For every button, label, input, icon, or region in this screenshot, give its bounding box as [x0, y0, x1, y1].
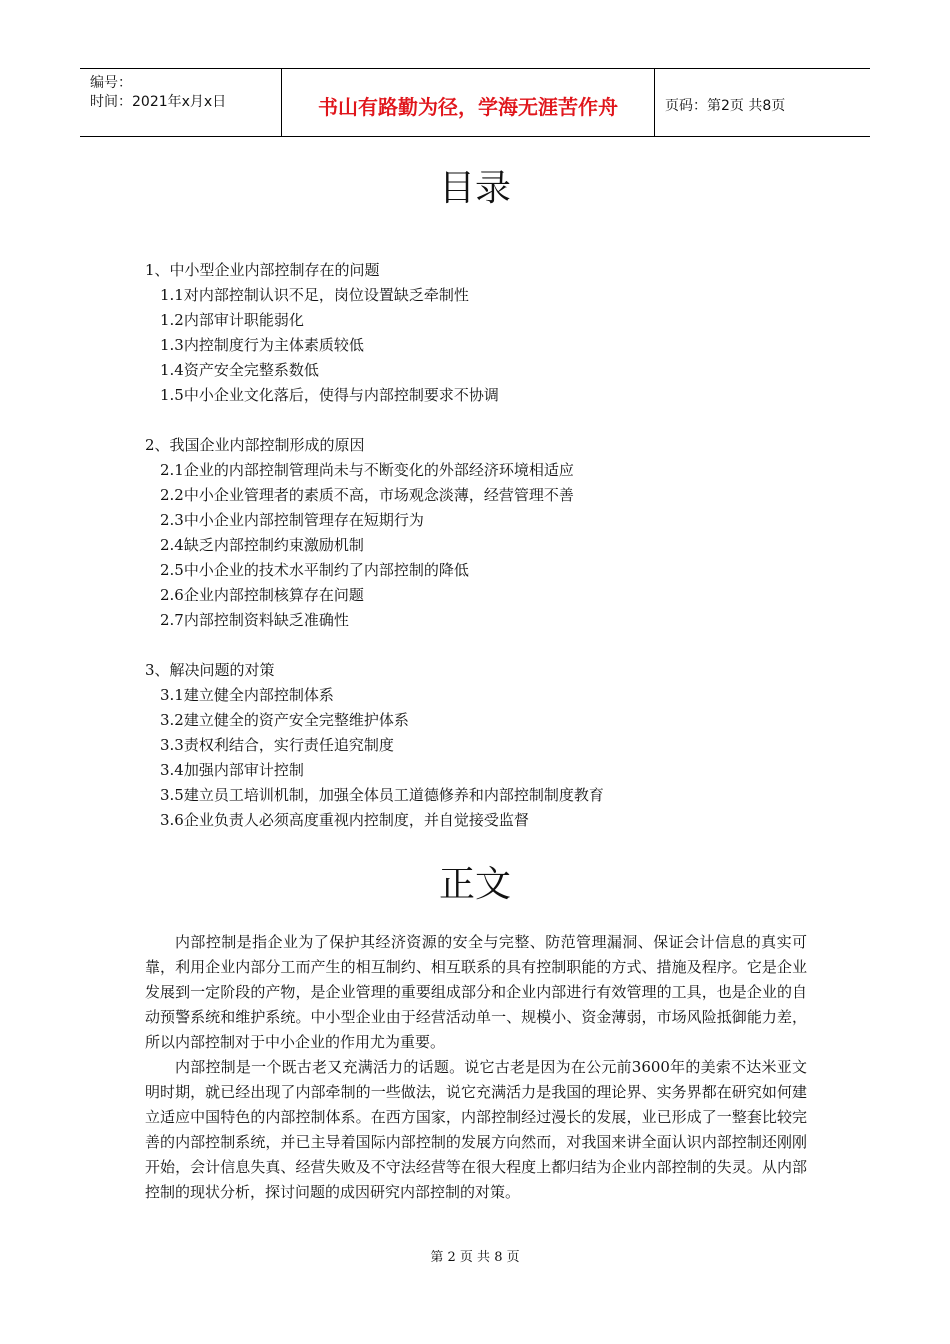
- page-footer: 第 2 页 共 8 页: [430, 1250, 520, 1265]
- toc-item: 3.6企业负责人必须高度重视内控制度，并自觉接受监督: [160, 811, 529, 829]
- body-paragraph: 内部控制是一个既古老又充满活力的话题。说它古老是因为在公元前3600年的美索不达米亚文明时期，就已经出现了内部牵制的一些做法，说它充满活力是我国的理论界、实务界都在研究如何建立适应中国特色的内部控制体系。在西方国家，内部控制经过漫长的发展，业已形成了一整套比较完善的内部控制系统，并已主导着国际内部控制的发展方向然而，对我国来讲全面认识内部控制还刚刚开始，会计信息失真、经营失败及不守法经营等在很大程度上都归结为企业内部控制的失灵。从内部控制的现状分析，探讨问题的成因研究内部控制的对策。: [145, 1058, 807, 1201]
- toc-item: 1.5中小企业文化落后，使得与内部控制要求不协调: [160, 386, 499, 404]
- toc-item: 2.5中小企业的技术水平制约了内部控制的降低: [160, 561, 469, 579]
- toc-item: 3.1建立健全内部控制体系: [160, 686, 334, 704]
- toc-item: 2.4缺乏内部控制约束激励机制: [160, 536, 364, 554]
- toc-section-title: 2、我国企业内部控制形成的原因: [145, 436, 365, 454]
- toc-title: 目录: [438, 168, 511, 209]
- toc-section: [145, 658, 604, 833]
- toc-item: 2.3中小企业内部控制管理存在短期行为: [160, 511, 424, 529]
- toc-section: [145, 258, 604, 408]
- table-of-contents: [145, 258, 604, 833]
- toc-section-title: 1、中小型企业内部控制存在的问题: [145, 261, 380, 279]
- toc-item: 2.7内部控制资料缺乏准确性: [160, 611, 349, 629]
- toc-item: 3.5建立员工培训机制，加强全体员工道德修养和内部控制制度教育: [160, 786, 604, 804]
- body-title: 正文: [438, 864, 511, 905]
- header-table: [80, 68, 870, 137]
- toc-item: 3.4加强内部审计控制: [160, 761, 304, 779]
- header-page-label: 页码：第2页 共8页: [665, 98, 786, 114]
- header-page-cell: [655, 69, 870, 136]
- toc-section-title: 3、解决问题的对策: [145, 661, 275, 679]
- document-time-label: 时间：2021年x月x日: [90, 94, 227, 110]
- body-text: [145, 930, 807, 1205]
- toc-item: 2.6企业内部控制核算存在问题: [160, 586, 364, 604]
- header-meta-cell: [80, 69, 282, 136]
- document-number-label: 编号：: [90, 75, 132, 91]
- toc-item: 1.2内部审计职能弱化: [160, 311, 304, 329]
- toc-section: [145, 433, 604, 633]
- toc-item: 1.1对内部控制认识不足，岗位设置缺乏牵制性: [160, 286, 469, 304]
- toc-item: 2.2中小企业管理者的素质不高，市场观念淡薄，经营管理不善: [160, 486, 574, 504]
- toc-item: 3.3责权利结合，实行责任追究制度: [160, 736, 394, 754]
- toc-item: 3.2建立健全的资产安全完整维护体系: [160, 711, 409, 729]
- body-paragraph: 内部控制是指企业为了保护其经济资源的安全与完整、防范管理漏洞、保证会计信息的真实可靠，利用企业内部分工而产生的相互制约、相互联系的具有控制职能的方式、措施及程序。它是企业发展到一定阶段的产物，是企业管理的重要组成部分和企业内部进行有效管理的工具，也是企业的自动预警系统和维护系统。中小型企业由于经营活动单一、规模小、资金薄弱，市场风险抵御能力差，所以内部控制对于中小企业的作用尤为重要。: [145, 933, 807, 1051]
- toc-item: 1.3内控制度行为主体素质较低: [160, 336, 364, 354]
- header-motto-cell: [282, 69, 655, 136]
- toc-item: 2.1企业的内部控制管理尚未与不断变化的外部经济环境相适应: [160, 461, 574, 479]
- header-motto: 书山有路勤为径，学海无涯苦作舟: [318, 95, 618, 119]
- toc-item: 1.4资产安全完整系数低: [160, 361, 319, 379]
